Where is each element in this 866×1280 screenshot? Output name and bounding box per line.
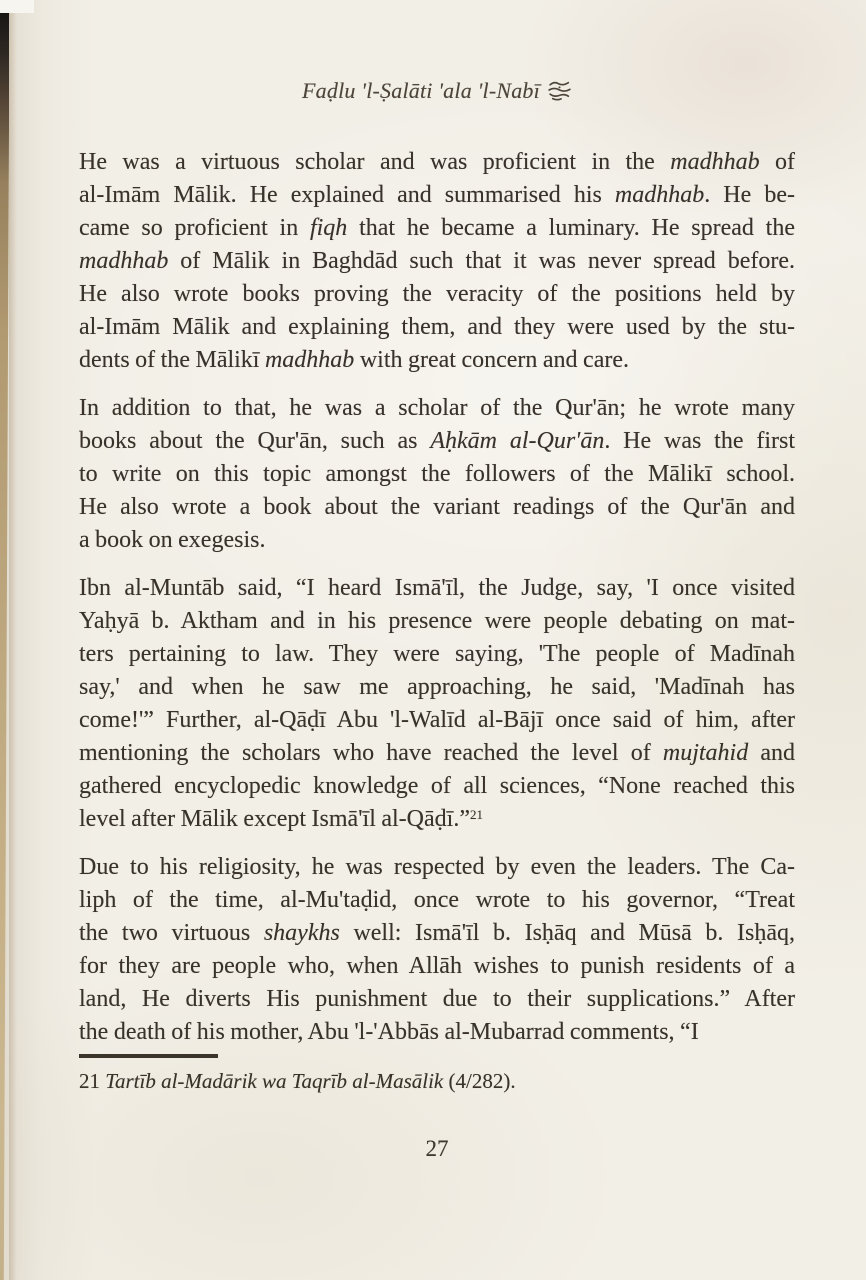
paragraph <box>79 146 795 377</box>
text-line: the death of his mother, Abu 'l-'Abbās al-Mubarrad comments, “I <box>79 1019 699 1045</box>
text-line: dents of the Mālikī madhhab with great concern and care. <box>79 347 629 373</box>
text-line: gathered encyclopedic knowledge of all sciences, “None reached this <box>79 773 795 799</box>
footnote-separator <box>79 1054 218 1058</box>
text-line: for they are people who, when Allāh wishes to punish residents of a <box>79 953 795 979</box>
text-line: al-Imām Mālik and explaining them, and they were used by the stu- <box>79 314 795 340</box>
text-line: In addition to that, he was a scholar of the Qur'ān; he wrote many <box>79 395 795 421</box>
text-line: liph of the time, al-Mu'taḍid, once wrote to his governor, “Treat <box>79 887 795 913</box>
text-line: al-Imām Mālik. He explained and summarised his madhhab. He be- <box>79 182 795 208</box>
text-line: mentioning the scholars who have reached the level of mujtahid and <box>79 740 796 766</box>
text-line: Due to his religiosity, he was respected by even the leaders. The Ca- <box>79 854 795 880</box>
text-line: books about the Qur'ān, such as Aḥkām al-Qur'ān. He was the first <box>79 428 796 454</box>
text-line: a book on exegesis. <box>79 527 266 553</box>
text-line: He was a virtuous scholar and was proficient in the madhhab of <box>79 149 795 175</box>
running-head-title: Faḍlu 'l-Ṣalāti 'ala 'l-Nabī <box>302 78 540 103</box>
text-line: Ibn al-Muntāb said, “I heard Ismā'īl, the Judge, say, 'I once visited <box>79 575 795 601</box>
text-line: say,' and when he saw me approaching, he said, 'Madīnah has <box>79 674 795 700</box>
text-line: come!'” Further, al-Qāḍī Abu 'l-Walīd al-Bājī once said of him, after <box>79 707 795 733</box>
text-line: Yaḥyā b. Aktham and in his presence were people debating on mat- <box>79 608 795 634</box>
book-spine-shadow <box>9 13 17 1280</box>
sallallahu-alayhi-wasallam-icon <box>547 79 572 108</box>
paragraph <box>79 851 795 1049</box>
body-text <box>79 146 795 1049</box>
page-number: 27 <box>425 1136 449 1161</box>
footnote-reference: 21 <box>469 807 483 822</box>
book-spine-edge <box>0 13 9 1280</box>
text-line: He also wrote a book about the variant readings of the Qur'ān and <box>79 494 795 520</box>
text-line: land, He diverts His punishment due to their supplications.” After <box>79 986 795 1012</box>
text-line: came so proficient in fiqh that he became a luminary. He spread the <box>79 215 795 241</box>
page-corner <box>0 0 34 13</box>
footnote <box>79 1066 759 1096</box>
text-line: 21 Tartīb al-Madārik wa Taqrīb al-Masālik (4/282). <box>79 1069 516 1093</box>
paragraph <box>79 572 795 836</box>
paragraph <box>79 392 795 557</box>
text-line: ters pertaining to law. They were saying, 'The people of Madīnah <box>79 641 795 667</box>
text-line: level after Mālik except Ismā'īl al-Qāḍī.”$^{21}$ <box>79 806 483 832</box>
text-line: to write on this topic amongst the followers of the Mālikī school. <box>79 461 795 487</box>
text-line: madhhab of Mālik in Baghdād such that it was never spread before. <box>79 248 795 274</box>
running-head <box>79 78 795 108</box>
text-line: the two virtuous shaykhs well: Ismā'īl b. Isḥāq and Mūsā b. Isḥāq, <box>79 920 795 946</box>
text-line: He also wrote books proving the veracity of the positions held by <box>79 281 795 307</box>
